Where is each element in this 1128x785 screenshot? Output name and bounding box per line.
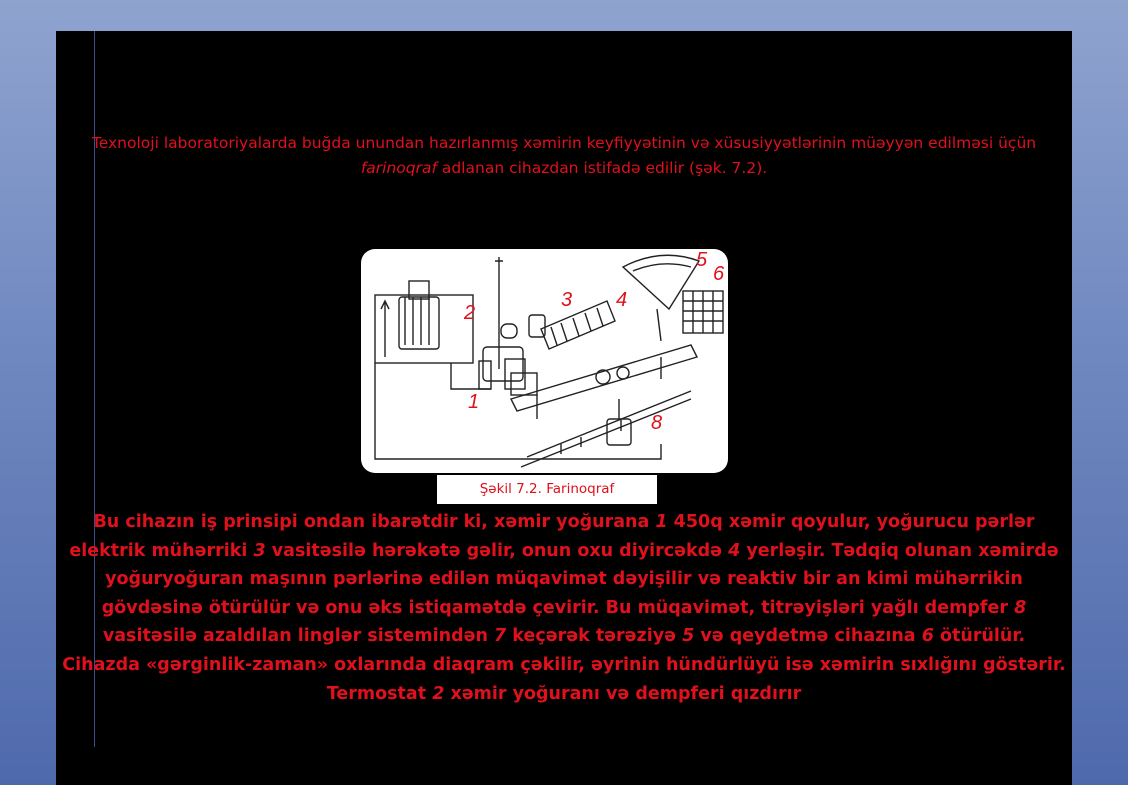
body-num-6: 6: [921, 626, 934, 647]
body-text-1: Bu cihazın iş prinsipi ondan ibarətdir ki, xəmir yoğurana: [93, 512, 656, 532]
body-text-2: 450q xəmir qoyulur, yoğurucu pərlər elektrik mühərriki: [69, 512, 1035, 561]
figure-label-1: 1: [468, 391, 480, 413]
body-paragraph: [62, 508, 1066, 708]
figure-label-4: 4: [616, 289, 628, 311]
intro-part2: adlanan cihazdan istifadə edilir (şək. 7.2).: [436, 159, 768, 177]
intro-part1: Texnoloji laboratoriyalarda buğda unundan hazırlanmış xəmirin keyfiyyətinin və xüsusiyyətlərinin müəyyən edilməsi üçün: [91, 134, 1037, 152]
figure-label-8: 8: [651, 412, 663, 434]
farinograph-drawing: [361, 249, 728, 473]
body-text-6: keçərək tərəziyə: [506, 626, 683, 647]
body-text-9: xəmir yoğuranı və dempferi qızdırır: [444, 683, 802, 704]
figure-label-3: 3: [561, 289, 573, 311]
body-text-5: vasitəsilə azaldılan linglər sistemindən: [102, 626, 495, 647]
body-num-1: 1: [655, 512, 668, 532]
body-num-2: 2: [432, 683, 445, 704]
figure-label-2: 2: [464, 302, 476, 324]
farinograph-figure: [361, 249, 728, 473]
figure-label-5: 5: [696, 249, 708, 271]
body-text-3: vasitəsilə hərəkətə gəlir, onun oxu diyircəkdə: [265, 540, 729, 561]
figure-caption: Şəkil 7.2. Farinoqraf: [437, 475, 657, 504]
body-num-4: 4: [728, 540, 741, 561]
figure-label-6: 6: [713, 263, 725, 285]
body-text-4: yerləşir. Tədqiq olunan xəmirdə yoğuryoğuran maşının pərlərinə edilən müqavimət dəyişilir və reaktiv bir an kimi mühərrikin gövdəsinə ötürülür və onu əks istiqamətdə çevirir. Bu müqavimət, titrəyişləri yağlı dempfer: [101, 540, 1059, 618]
body-num-5: 5: [682, 626, 695, 647]
body-text-8: ötürülür. Cihazda «gərginlik-zaman» oxlarında diaqram çəkilir, əyrinin hündürlüyü isə xəmirin sıxlığını göstərir. Termostat: [62, 626, 1066, 704]
body-num-7: 7: [494, 626, 507, 647]
body-num-3: 3: [253, 540, 266, 561]
body-text-7: və qeydetmə cihazına: [694, 626, 922, 647]
intro-term: farinoqraf: [360, 159, 437, 177]
body-num-8: 8: [1014, 597, 1027, 618]
intro-paragraph: [70, 131, 1058, 181]
